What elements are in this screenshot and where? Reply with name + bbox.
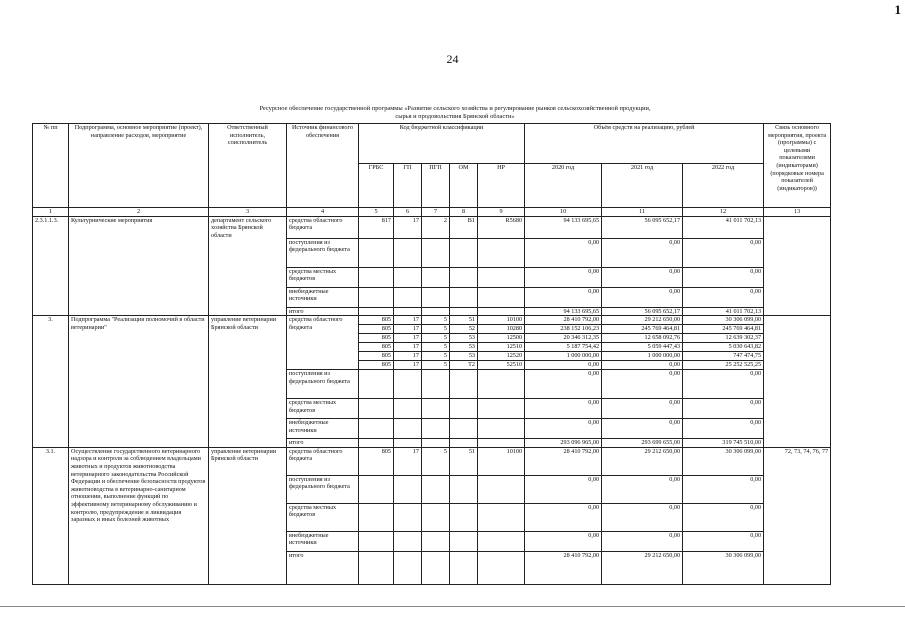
source-label: средства областного бюджета (287, 316, 359, 370)
source-label: средства областного бюджета (287, 447, 359, 475)
header-2020: 2020 год (525, 164, 602, 208)
header-pgp: ПГП (422, 164, 450, 208)
source-label: средства областного бюджета (287, 216, 359, 238)
amount-2021: 56 095 652,17 (602, 307, 683, 316)
table-row (33, 216, 831, 238)
col-number: 5 (359, 208, 394, 217)
row-name: Осуществление государственного ветеринарного надзора и контроля за соблюдением владельцами животных и продуктов животноводства ветеринарного законодательства Российской Федерации и обеспечение безопасности продуктов животноводства в ветеринарно-санитарном отношении, выполнение функций по эффективному ветеринарному обслуживанию и контролю, предупреждение и ликвидация заразных и иных болезней животных (69, 447, 209, 584)
gp-cell: 17 (394, 334, 422, 343)
link-cell: 72, 73, 74, 76, 77 (764, 447, 831, 584)
amount-2022: 12 639 302,37 (683, 334, 764, 343)
gp-cell: 17 (394, 361, 422, 370)
amount-2020: 0,00 (525, 238, 602, 267)
header-num: № пп (33, 124, 69, 208)
header-budget-code: Код бюджетной классификации (359, 124, 525, 164)
nr-cell: 12520 (478, 352, 525, 361)
source-label: поступления из федерального бюджета (287, 238, 359, 267)
header-om: ОМ (450, 164, 478, 208)
amount-2021: 29 212 650,00 (602, 447, 683, 475)
amount-2020: 0,00 (525, 287, 602, 307)
resource-table (32, 123, 831, 585)
amount-2022: 5 030 643,82 (683, 343, 764, 352)
amount-2020: 238 152 106,23 (525, 325, 602, 334)
col-number: 12 (683, 208, 764, 217)
source-label: итого (287, 307, 359, 316)
amount-2020: 28 410 792,00 (525, 551, 602, 584)
document-title (110, 105, 800, 121)
source-label: средства местных бюджетов (287, 503, 359, 531)
col-number: 9 (478, 208, 525, 217)
amount-2021: 0,00 (602, 238, 683, 267)
source-label: средства местных бюджетов (287, 399, 359, 419)
amount-2022: 0,00 (683, 267, 764, 287)
gp-cell: 17 (394, 447, 422, 475)
amount-2021: 29 212 650,00 (602, 551, 683, 584)
pgp-cell: 5 (422, 361, 450, 370)
page-number: 24 (446, 52, 459, 66)
pgp-cell: 5 (422, 316, 450, 325)
amount-2022: 30 306 099,00 (683, 447, 764, 475)
nr-cell: 10100 (478, 447, 525, 475)
amount-2021: 1 000 000,00 (602, 352, 683, 361)
source-label: внебюджетные источники (287, 419, 359, 439)
om-cell: Т2 (450, 361, 478, 370)
header-2022: 2022 год (683, 164, 764, 208)
pgp-cell: 5 (422, 447, 450, 475)
link-cell (764, 316, 831, 448)
row-executor: управление ветеринарии Брянской области (209, 316, 287, 448)
column-numbers-row (33, 208, 831, 217)
amount-2021: 0,00 (602, 475, 683, 503)
source-label: поступления из федерального бюджета (287, 370, 359, 399)
col-number: 11 (602, 208, 683, 217)
nr-cell: 12500 (478, 334, 525, 343)
om-cell: 53 (450, 334, 478, 343)
amount-2022: 0,00 (683, 531, 764, 551)
amount-2020: 94 133 695,65 (525, 307, 602, 316)
nr-cell: 10100 (478, 316, 525, 325)
amount-2022: 41 011 702,13 (683, 216, 764, 238)
source-label: внебюджетные источники (287, 531, 359, 551)
header-nr: НР (478, 164, 525, 208)
pgp-cell: 5 (422, 334, 450, 343)
amount-2022: 245 769 464,81 (683, 325, 764, 334)
nr-cell: 10280 (478, 325, 525, 334)
amount-2020: 5 187 754,42 (525, 343, 602, 352)
grbs-cell: 805 (359, 361, 394, 370)
amount-2020: 0,00 (525, 475, 602, 503)
nr-cell: R5680 (478, 216, 525, 238)
link-cell (764, 216, 831, 316)
om-cell: 51 (450, 316, 478, 325)
grbs-cell: 805 (359, 343, 394, 352)
col-number: 8 (450, 208, 478, 217)
header-name: Подпрограмма, основное мероприятие (проект), направление расходов, мероприятие (69, 124, 209, 208)
header-source: Источник финансового обеспечения (287, 124, 359, 208)
amount-2020: 0,00 (525, 531, 602, 551)
header-row-top (33, 124, 831, 164)
amount-2020: 28 410 792,00 (525, 447, 602, 475)
amount-2022: 0,00 (683, 419, 764, 439)
amount-2022: 0,00 (683, 238, 764, 267)
amount-2022: 30 306 099,00 (683, 551, 764, 584)
pgp-cell: 5 (422, 343, 450, 352)
amount-2020: 94 133 695,65 (525, 216, 602, 238)
amount-2021: 245 769 464,81 (602, 325, 683, 334)
amount-2021: 0,00 (602, 361, 683, 370)
col-number: 4 (287, 208, 359, 217)
row-name: Культурнические мероприятия (69, 216, 209, 316)
row-number: 2.3.1.1.3. (33, 216, 69, 316)
source-label: итого (287, 551, 359, 584)
amount-2022: 0,00 (683, 503, 764, 531)
row-executor: департамент сельского хозяйства Брянской области (209, 216, 287, 316)
header-2021: 2021 год (602, 164, 683, 208)
amount-2022: 0,00 (683, 475, 764, 503)
amount-2020: 0,00 (525, 370, 602, 399)
pgp-cell: 5 (422, 325, 450, 334)
om-cell: 53 (450, 343, 478, 352)
amount-2021: 0,00 (602, 531, 683, 551)
om-cell: 53 (450, 352, 478, 361)
om-cell: 51 (450, 447, 478, 475)
om-cell: 52 (450, 325, 478, 334)
grbs-cell: 805 (359, 325, 394, 334)
amount-2021: 12 658 092,76 (602, 334, 683, 343)
grbs-cell: 805 (359, 352, 394, 361)
amount-2022: 747 474,75 (683, 352, 764, 361)
header-grbs: ГРБС (359, 164, 394, 208)
amount-2020: 0,00 (525, 361, 602, 370)
amount-2020: 20 346 312,35 (525, 334, 602, 343)
col-number: 1 (33, 208, 69, 217)
amount-2021: 29 212 650,00 (602, 316, 683, 325)
source-label: поступления из федерального бюджета (287, 475, 359, 503)
grbs-cell: 805 (359, 316, 394, 325)
col-number: 13 (764, 208, 831, 217)
amount-2020: 0,00 (525, 267, 602, 287)
amount-2021: 56 095 652,17 (602, 216, 683, 238)
amount-2021: 0,00 (602, 399, 683, 419)
amount-2021: 0,00 (602, 419, 683, 439)
title-line-2: сырья и продовольствия Брянской области» (395, 113, 515, 120)
amount-2021: 0,00 (602, 287, 683, 307)
source-label: внебюджетные источники (287, 287, 359, 307)
col-number: 2 (69, 208, 209, 217)
amount-2022: 0,00 (683, 287, 764, 307)
row-executor: управление ветеринарии Брянской области (209, 447, 287, 584)
edge-mark: 1 (894, 2, 901, 17)
amount-2021: 0,00 (602, 370, 683, 399)
col-number: 3 (209, 208, 287, 217)
header-volume: Объём средств на реализацию, рублей (525, 124, 764, 164)
col-number: 7 (422, 208, 450, 217)
gp-cell: 17 (394, 316, 422, 325)
table-row (33, 316, 831, 325)
grbs-cell: 805 (359, 447, 394, 475)
amount-2021: 5 059 447,43 (602, 343, 683, 352)
row-name: Подпрограмма "Реализация полномочий в области ветеринарии" (69, 316, 209, 448)
om-cell: В1 (450, 216, 478, 238)
amount-2020: 28 410 792,00 (525, 316, 602, 325)
gp-cell: 17 (394, 216, 422, 238)
title-line-1: Ресурсное обеспечение государственной программы «Развитие сельского хозяйства и регулирование рынков сельскохозяйственной продукции, (259, 105, 651, 112)
gp-cell: 17 (394, 352, 422, 361)
amount-2020: 0,00 (525, 419, 602, 439)
amount-2022: 30 306 099,00 (683, 316, 764, 325)
amount-2021: 293 699 655,00 (602, 439, 683, 448)
col-number: 10 (525, 208, 602, 217)
nr-cell: 12510 (478, 343, 525, 352)
pgp-cell: 5 (422, 352, 450, 361)
amount-2020: 0,00 (525, 399, 602, 419)
amount-2020: 0,00 (525, 503, 602, 531)
amount-2022: 0,00 (683, 370, 764, 399)
gp-cell: 17 (394, 343, 422, 352)
amount-2021: 0,00 (602, 267, 683, 287)
row-number: 3.1. (33, 447, 69, 584)
amount-2022: 319 745 510,00 (683, 439, 764, 448)
amount-2021: 0,00 (602, 503, 683, 531)
amount-2022: 41 011 702,13 (683, 307, 764, 316)
amount-2022: 0,00 (683, 399, 764, 419)
source-label: средства местных бюджетов (287, 267, 359, 287)
grbs-cell: 805 (359, 334, 394, 343)
grbs-cell: 817 (359, 216, 394, 238)
amount-2020: 1 000 000,00 (525, 352, 602, 361)
header-gp: ГП (394, 164, 422, 208)
nr-cell: 52510 (478, 361, 525, 370)
amount-2020: 293 096 965,00 (525, 439, 602, 448)
pgp-cell: 2 (422, 216, 450, 238)
scan-bottom-line (0, 606, 905, 607)
source-label: итого (287, 439, 359, 448)
header-executor: Ответственный исполнитель, соисполнитель (209, 124, 287, 208)
row-number: 3. (33, 316, 69, 448)
gp-cell: 17 (394, 325, 422, 334)
table-row (33, 447, 831, 475)
amount-2022: 25 252 525,25 (683, 361, 764, 370)
col-number: 6 (394, 208, 422, 217)
header-link: Связь основного мероприятия, проекта (программы) с целевыми показателями (индикаторами) (порядковые номера показателей (индикаторов)) (764, 124, 831, 208)
